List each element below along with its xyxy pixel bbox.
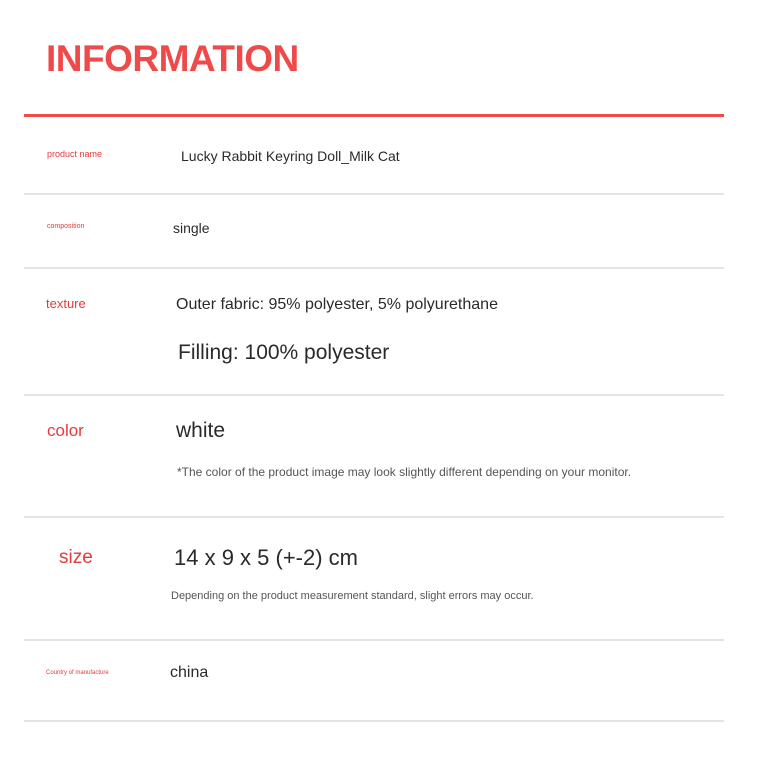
row-value-product-name: Lucky Rabbit Keyring Doll_Milk Cat — [181, 148, 400, 164]
row-label-composition: composition — [47, 223, 85, 230]
page-title: INFORMATION — [46, 38, 299, 79]
row-value-size: 14 x 9 x 5 (+-2) cm — [174, 545, 359, 570]
info-row-texture — [24, 267, 724, 396]
info-row-color — [24, 394, 724, 518]
row-note-size: Depending on the product measurement standard, slight errors may occur. — [171, 590, 534, 602]
row-value-country: china — [170, 664, 209, 681]
info-row-product-name — [24, 117, 724, 195]
row-label-texture: texture — [46, 296, 86, 311]
row-label-product-name: product name — [47, 149, 103, 159]
row-value-composition: single — [173, 220, 210, 236]
info-row-country — [24, 639, 724, 722]
row-label-color: color — [47, 421, 84, 440]
row-label-size: size — [59, 547, 93, 568]
info-row-size — [24, 516, 724, 641]
row-label-country: Country of manufacture — [46, 670, 109, 676]
row-note-color: *The color of the product image may look slightly different depending on your monitor. — [177, 465, 632, 479]
row-value-texture-outer: Outer fabric: 95% polyester, 5% polyurethane — [176, 296, 498, 313]
info-row-composition — [24, 193, 724, 269]
row-value-texture-filling: Filling: 100% polyester — [178, 341, 390, 364]
row-value-color: white — [176, 419, 226, 442]
